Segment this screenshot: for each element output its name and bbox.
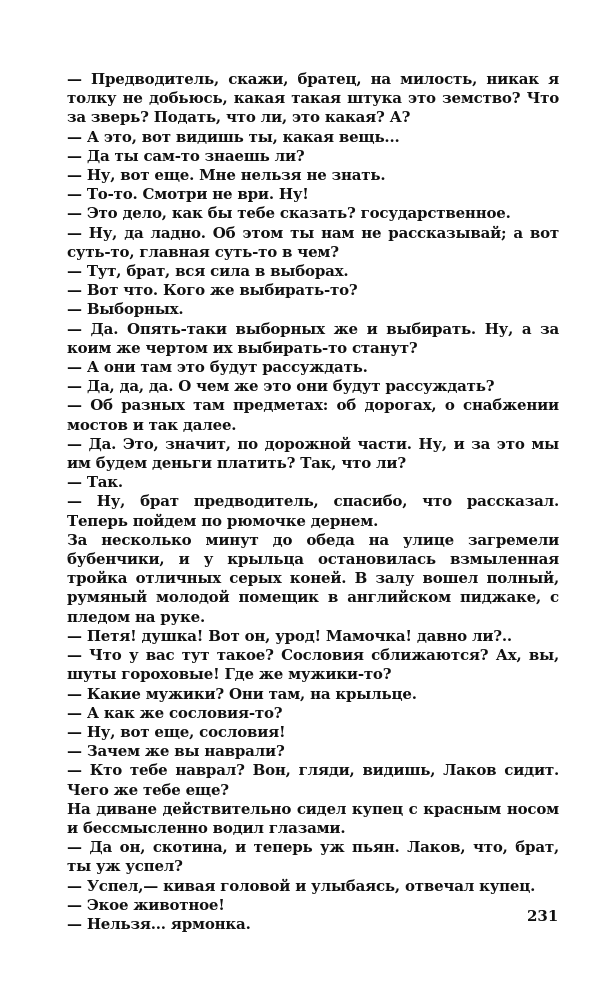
paragraph-8: — Тут, брат, вся сила в выборах. (67, 262, 349, 281)
paragraph-15: — Да. Это, значит, по дорожной части. Ну, и за это мы им будем деньги платить? Так, что ли? (67, 434, 559, 473)
paragraph-24: — Зачем же вы наврали? (67, 742, 285, 761)
paragraph-5: — То-то. Смотри не ври. Ну! (67, 185, 309, 204)
paragraph-2: — А это, вот видишь ты, какая вещь... (67, 127, 400, 146)
paragraph-4: — Ну, вот еще. Мне нельзя не знать. (67, 166, 386, 185)
paragraph-3: — Да ты сам-то знаешь ли? (67, 146, 305, 165)
paragraph-16: — Так. (67, 473, 123, 492)
page-text (67, 70, 559, 934)
paragraph-21: — Какие мужики? Они там, на крыльце. (67, 684, 417, 703)
paragraph-27: — Да он, скотина, и теперь уж пьян. Лаков, что, брат, ты уж успел? (67, 838, 559, 876)
paragraph-12: — А они там это будут рассуждать. (67, 358, 368, 377)
paragraph-17: — Ну, брат предводитель, спасибо, что рассказал. Теперь пойдем по рюмочке дернем. (67, 492, 559, 530)
paragraph-25: — Кто тебе наврал? Вон, гляди, видишь, Лаков сидит. Чего же тебе еще? (67, 761, 559, 799)
paragraph-19: — Петя! душка! Вот он, урод! Мамочка! давно ли?.. (67, 626, 512, 645)
paragraph-10: — Выборных. (67, 300, 184, 319)
paragraph-11: — Да. Опять-таки выборных же и выбирать. Ну, а за коим же чертом их выбирать-то станут? (67, 319, 559, 357)
paragraph-28: — Успел,— кивая головой и улыбаясь, отвечал купец. (67, 876, 536, 895)
paragraph-20: — Что у вас тут такое? Сословия сближаются? Ах, вы, шуты гороховые! Где же мужики-то? (67, 646, 559, 684)
page-number: 231 (527, 907, 559, 925)
paragraph-22: — А как же сословия-то? (67, 703, 283, 722)
paragraph-26: На диване действительно сидел купец с красным носом и бессмысленно водил глазами. (67, 799, 559, 837)
paragraph-6: — Это дело, как бы тебе сказать? государственное. (67, 204, 511, 223)
paragraph-13: — Да, да, да. О чем же это они будут рассуждать? (67, 377, 495, 396)
paragraph-1: — Предводитель, скажи, братец, на милость, никак я толку не добьюсь, какая такая штука это земство? Что за зверь? Подать, что ли, это какая? А? (67, 70, 559, 127)
paragraph-7: — Ну, да ладно. Об этом ты нам не рассказывай; а вот суть-то, главная суть-то в чем? (67, 223, 559, 261)
paragraph-23: — Ну, вот еще, сословия! (67, 722, 286, 741)
paragraph-29: — Экое животное! (67, 895, 225, 914)
paragraph-9: — Вот что. Кого же выбирать-то? (67, 281, 358, 300)
paragraph-30: — Нельзя... ярмонка. (67, 914, 251, 933)
paragraph-14: — Об разных там предметах: об дорогах, о снабжении мостов и так далее. (67, 396, 559, 434)
paragraph-18: За несколько минут до обеда на улице загремели бубенчики, и у крыльца остановилась взмыленная тройка отличных серых коней. В залу вошел полный, румяный молодой помещик в английском пиджаке, с пледом на руке. (67, 530, 559, 626)
